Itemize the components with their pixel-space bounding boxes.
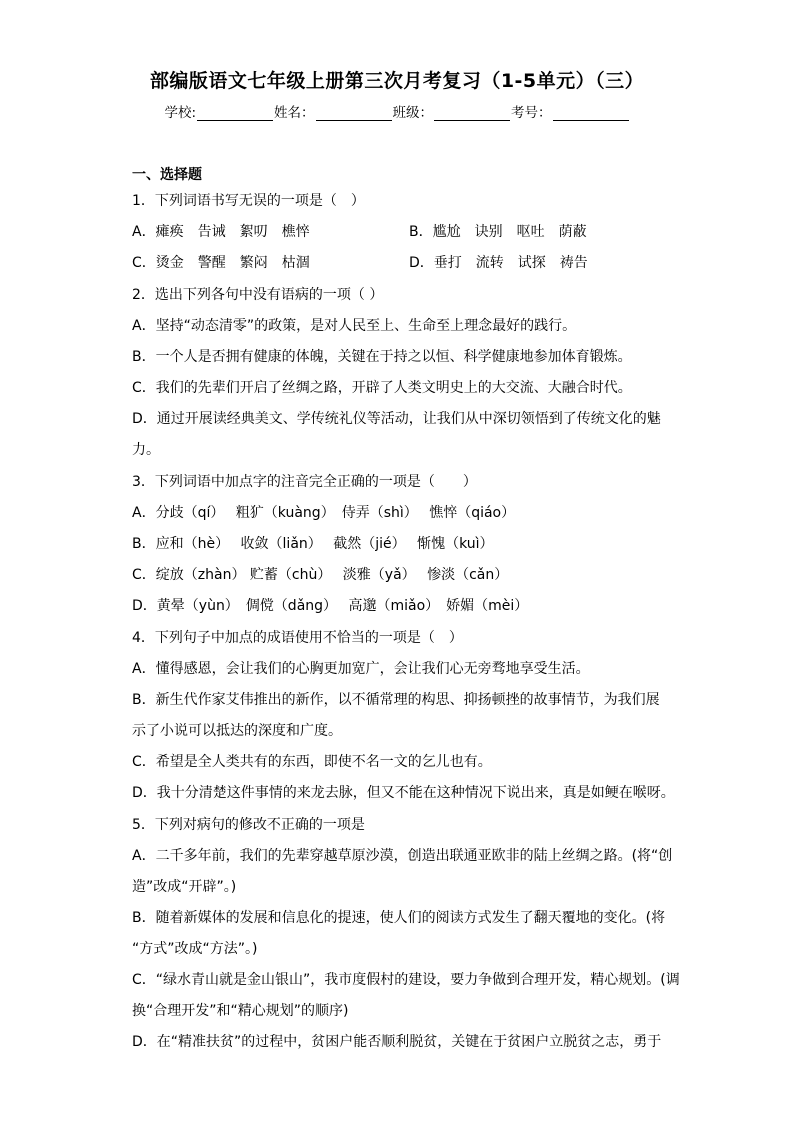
name-label: 姓名：	[274, 105, 315, 121]
question-5-option-d[interactable]: D．在“精准扶贫”的过程中，贫困户能否顺利脱贫，关键在于贫困户立脱贫之志，勇于	[132, 1034, 662, 1050]
question-1-options-row-1	[132, 222, 664, 242]
question-4-option-b-cont: 示了小说可以抵达的深度和广度。	[132, 723, 342, 739]
question-2-option-a[interactable]: A．坚持“动态清零”的政策，是对人民至上、生命至上理念最好的践行。	[132, 318, 577, 334]
question-5-option-b-cont: “方式”改成“方法”。)	[132, 941, 258, 957]
question-2-option-d[interactable]: D．通过开展读经典美文、学传统礼仪等活动，让我们从中深切领悟到了传统文化的魅	[132, 411, 661, 427]
question-4-option-a[interactable]: A．懂得感恩，会让我们的心胸更加宽广，会让我们心无旁骛地享受生活。	[132, 661, 590, 677]
question-4-stem: 4．下列句子中加点的成语使用不恰当的一项是（ ）	[132, 630, 463, 646]
question-1-stem: 1．下列词语书写无误的一项是（ ）	[132, 193, 365, 209]
question-1-option-c[interactable]: C．烫金 警醒 繁闷 枯涸	[132, 255, 310, 271]
question-4-option-b[interactable]: B．新生代作家艾伟推出的新作，以不循常理的构思、抑扬顿挫的故事情节，为我们展	[132, 692, 660, 708]
question-2-stem: 2．选出下列各句中没有语病的一项（ ）	[132, 287, 384, 303]
school-blank[interactable]	[197, 106, 273, 121]
question-5-option-a-cont: 造”改成“开辟”。)	[132, 879, 237, 895]
question-1-option-d[interactable]: D．垂打 流转 试探 祷告	[409, 255, 588, 271]
question-2-option-b[interactable]: B．一个人是否拥有健康的体魄，关键在于持之以恒、科学健康地参加体育锻炼。	[132, 349, 632, 365]
school-label: 学校:	[164, 105, 197, 121]
question-3-option-d[interactable]: D．黄晕（yùn） 倜傥（dǎng） 高邈（miǎo） 娇媚（mèi）	[132, 598, 529, 614]
class-blank[interactable]	[434, 106, 510, 121]
question-1-option-b[interactable]: B．尴尬 诀别 呕吐 荫蔽	[409, 224, 587, 240]
question-5-stem: 5．下列对病句的修改不正确的一项是	[132, 817, 365, 833]
question-2-option-c[interactable]: C．我们的先辈们开启了丝绸之路，开辟了人类文明史上的大交流、大融合时代。	[132, 380, 632, 396]
name-blank[interactable]	[316, 106, 392, 121]
class-label: 班级：	[392, 105, 434, 121]
question-5-option-c-cont: 换“合理开发”和“精心规划”的顺序)	[132, 1003, 349, 1019]
question-5-option-a[interactable]: A．二千多年前，我们的先辈穿越草原沙漠，创造出联通亚欧非的陆上丝绸之路。(将“创	[132, 848, 673, 864]
question-3-option-b[interactable]: B．应和（hè） 收敛（liǎn） 截然（jié） 惭愧（kuì）	[132, 536, 494, 552]
exam-no-label: 考号：	[511, 105, 552, 121]
section-heading: 一、选择题	[132, 167, 202, 183]
question-5-option-b[interactable]: B．随着新媒体的发展和信息化的提速，使人们的阅读方式发生了翻天覆地的变化。(将	[132, 910, 666, 926]
student-info-row	[0, 101, 794, 121]
question-1-option-a[interactable]: A．瘫痪 告诫 絮叨 樵悴	[132, 224, 310, 240]
question-1-options-row-2	[132, 253, 664, 273]
question-4-option-d[interactable]: D．我十分清楚这件事情的来龙去脉，但又不能在这种情况下说出来，真是如鲠在喉呀。	[132, 785, 675, 801]
page-title: 部编版语文七年级上册第三次月考复习（1-5单元）（三）	[149, 70, 645, 92]
question-2-option-d-cont: 力。	[132, 442, 160, 458]
exam-no-blank[interactable]	[553, 106, 629, 121]
question-3-stem: 3．下列词语中加点字的注音完全正确的一项是（ ）	[132, 474, 477, 490]
question-3-option-c[interactable]: C．绽放（zhàn） 贮蓄（chù） 淡雅（yǎ） 惨淡（cǎn）	[132, 567, 509, 583]
question-5-option-c[interactable]: C．“绿水青山就是金山银山”，我市度假村的建设，要力争做到合理开发，精心规划。(调	[132, 972, 680, 988]
question-4-option-c[interactable]: C．希望是全人类共有的东西，即使不名一文的乞儿也有。	[132, 754, 492, 770]
question-3-option-a[interactable]: A．分歧（qí） 粗犷（kuàng） 侍弄（shì） 憔悴（qiáo）	[132, 505, 516, 521]
